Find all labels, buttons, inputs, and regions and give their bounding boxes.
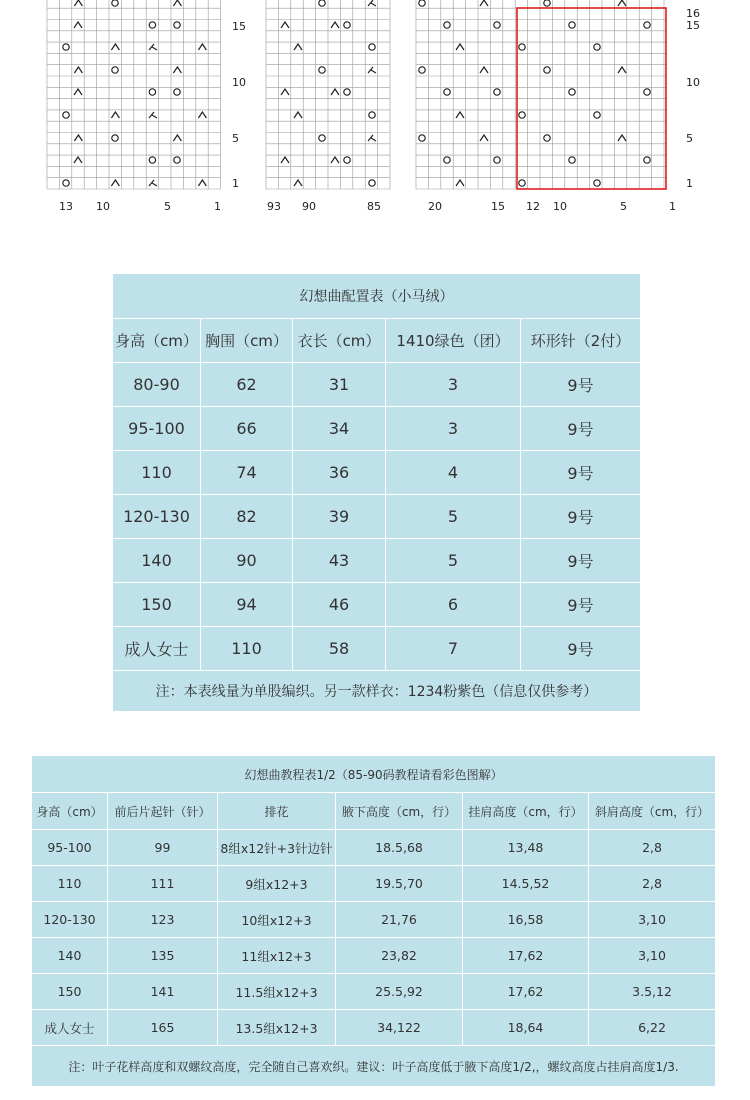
table-cell: 21,76 [336, 902, 463, 938]
chart3-row-label-15: 15 [686, 19, 700, 32]
chart3-yarn-over-symbol [444, 157, 450, 163]
tutorial-table [31, 755, 715, 1087]
table-cell: 2,8 [589, 830, 716, 866]
table-cell: 120-130 [32, 902, 108, 938]
chart1-decrease-symbol [173, 67, 181, 73]
table2-row [32, 974, 716, 1010]
table-cell: 3,10 [589, 902, 716, 938]
chart1-decrease-symbol [74, 0, 82, 6]
chart3-row-label-1: 1 [686, 177, 693, 190]
table2-header-armhole: 挂肩高度（cm，行） [463, 793, 589, 830]
table1-title: 幻想曲配置表（小马绒） [113, 274, 641, 319]
chart3-yarn-over-symbol [594, 44, 600, 50]
chart1-yarn-over-symbol [112, 0, 118, 6]
table2-header-pattern: 排花 [218, 793, 336, 830]
chart3-x-label-12: 12 [526, 200, 540, 213]
chart3-decrease-symbol [456, 112, 464, 118]
chart1-decrease-symbol [198, 180, 206, 186]
table2-note: 注：叶子花样高度和双螺纹高度，完全随自己喜欢织。建议：叶子高度低于腋下高度1/2,，螺纹高度占挂肩高度1/3. [32, 1046, 716, 1087]
table-cell: 141 [108, 974, 218, 1010]
chart1-decrease-symbol [111, 180, 119, 186]
table-cell: 110 [201, 627, 293, 671]
table-cell: 17,62 [463, 974, 589, 1010]
chart3-x-label-20: 20 [428, 200, 442, 213]
chart2-decrease-symbol [294, 112, 302, 118]
chart3-yarn-over-symbol [569, 157, 575, 163]
chart3-yarn-over-symbol [569, 89, 575, 95]
chart2-x-label-93: 93 [267, 200, 281, 213]
table1-row [113, 407, 641, 451]
table-cell: 11组x12+3 [218, 938, 336, 974]
chart3-yarn-over-symbol [594, 112, 600, 118]
chart2-yarn-over-symbol [369, 180, 375, 186]
table-cell: 82 [201, 495, 293, 539]
table-cell: 140 [113, 539, 201, 583]
table2-header-cast-on: 前后片起针（针） [108, 793, 218, 830]
table-cell: 23,82 [336, 938, 463, 974]
chart3-yarn-over-symbol [544, 0, 550, 6]
chart1-x-label-13: 13 [59, 200, 73, 213]
yarn-config-table [112, 273, 640, 712]
chart3-row-label-5: 5 [686, 132, 693, 145]
chart1-yarn-over-symbol [174, 89, 180, 95]
chart1-decrease-symbol [111, 44, 119, 50]
table-cell: 3 [386, 363, 521, 407]
table-cell: 31 [293, 363, 386, 407]
table-cell: 135 [108, 938, 218, 974]
table1-note: 注：本表线量为单股编织。另一款样衣：1234粉紫色（信息仅供参考） [113, 671, 641, 712]
chart3-row-label-16: 16 [686, 7, 700, 20]
table-cell: 34,122 [336, 1010, 463, 1046]
table-cell: 8组x12针+3针边针 [218, 830, 336, 866]
chart3-yarn-over-symbol [494, 89, 500, 95]
chart2-yarn-over-symbol [319, 0, 325, 6]
table2-header-height: 身高（cm） [32, 793, 108, 830]
chart3-yarn-over-symbol [569, 22, 575, 28]
chart1-yarn-over-symbol [63, 180, 69, 186]
chart2-decrease-symbol [294, 44, 302, 50]
table1-header-needle: 环形针（2付） [521, 319, 641, 363]
table-cell: 3,10 [589, 938, 716, 974]
chart2-yarn-over-symbol [319, 67, 325, 73]
chart3-x-label-15: 15 [491, 200, 505, 213]
table1-header-length: 衣长（cm） [293, 319, 386, 363]
table-cell: 13,48 [463, 830, 589, 866]
chart3-decrease-symbol [480, 135, 488, 141]
chart1-decrease-symbol [111, 112, 119, 118]
table-cell: 58 [293, 627, 386, 671]
chart3-yarn-over-symbol [494, 157, 500, 163]
chart3-yarn-over-symbol [644, 157, 650, 163]
table-cell: 17,62 [463, 938, 589, 974]
table-cell: 110 [32, 866, 108, 902]
chart3-decrease-symbol [456, 180, 464, 186]
chart1-decrease-symbol [74, 89, 82, 95]
table-cell: 18.5,68 [336, 830, 463, 866]
chart2-yarn-over-symbol [369, 44, 375, 50]
table2-row [32, 902, 716, 938]
chart2-decrease-symbol [331, 157, 339, 163]
chart2-decrease-symbol [281, 22, 289, 28]
table-cell: 165 [108, 1010, 218, 1046]
table-cell: 123 [108, 902, 218, 938]
table-cell: 9组x12+3 [218, 866, 336, 902]
chart3-yarn-over-symbol [544, 67, 550, 73]
table-cell: 46 [293, 583, 386, 627]
table-cell: 9号 [521, 451, 641, 495]
table2-row [32, 830, 716, 866]
chart3-yarn-over-symbol [594, 180, 600, 186]
chart3-x-label-1: 1 [669, 200, 676, 213]
chart3-yarn-over-symbol [644, 22, 650, 28]
chart2-yarn-over-symbol [344, 157, 350, 163]
table-cell: 95-100 [32, 830, 108, 866]
table-cell: 14.5,52 [463, 866, 589, 902]
chart3-yarn-over-symbol [419, 67, 425, 73]
chart3-yarn-over-symbol [519, 44, 525, 50]
table-cell: 成人女士 [113, 627, 201, 671]
table-cell: 120-130 [113, 495, 201, 539]
table-cell: 150 [32, 974, 108, 1010]
table1-header-yarn: 1410绿色（团） [386, 319, 521, 363]
chart3-decrease-symbol [456, 44, 464, 50]
table-cell: 3 [386, 407, 521, 451]
chart1-x-label-10: 10 [96, 200, 110, 213]
chart3-yarn-over-symbol [519, 180, 525, 186]
chart3-decrease-symbol [480, 0, 488, 6]
table1-row [113, 495, 641, 539]
table-cell: 36 [293, 451, 386, 495]
table-cell: 5 [386, 495, 521, 539]
chart3-decrease-symbol [618, 0, 626, 6]
chart1-decrease-symbol [149, 180, 157, 186]
chart1-yarn-over-symbol [149, 157, 155, 163]
chart2-decrease-symbol [281, 89, 289, 95]
chart1-yarn-over-symbol [174, 22, 180, 28]
table1-header-height: 身高（cm） [113, 319, 201, 363]
table-cell: 111 [108, 866, 218, 902]
knitting-charts [0, 0, 750, 225]
table-cell: 3.5,12 [589, 974, 716, 1010]
table-cell: 16,58 [463, 902, 589, 938]
table-cell: 150 [113, 583, 201, 627]
table-cell: 13.5组x12+3 [218, 1010, 336, 1046]
chart1-yarn-over-symbol [63, 44, 69, 50]
chart2-decrease-symbol [294, 180, 302, 186]
table2-header-underarm: 腋下高度（cm，行） [336, 793, 463, 830]
table1-row [113, 363, 641, 407]
chart2-x-label-85: 85 [367, 200, 381, 213]
table-cell: 94 [201, 583, 293, 627]
chart1-decrease-symbol [74, 22, 82, 28]
chart3-yarn-over-symbol [444, 89, 450, 95]
chart3-yarn-over-symbol [519, 112, 525, 118]
table-cell: 10组x12+3 [218, 902, 336, 938]
chart2-yarn-over-symbol [344, 22, 350, 28]
table-cell: 95-100 [113, 407, 201, 451]
chart3-decrease-symbol [618, 67, 626, 73]
chart1-decrease-symbol [173, 135, 181, 141]
table1-row [113, 583, 641, 627]
table-cell: 43 [293, 539, 386, 583]
table-cell: 90 [201, 539, 293, 583]
table-cell: 9号 [521, 407, 641, 451]
chart3-yarn-over-symbol [419, 0, 425, 6]
chart2-decrease-symbol [368, 135, 376, 141]
chart3-yarn-over-symbol [444, 22, 450, 28]
table1-row [113, 539, 641, 583]
chart1-row-label-15: 15 [232, 20, 246, 33]
chart2-yarn-over-symbol [369, 112, 375, 118]
chart3-yarn-over-symbol [494, 22, 500, 28]
table-cell: 74 [201, 451, 293, 495]
chart1-decrease-symbol [149, 44, 157, 50]
chart1-decrease-symbol [198, 44, 206, 50]
table2-title: 幻想曲教程表1/2（85-90码教程请看彩色图解） [32, 756, 716, 793]
chart2-decrease-symbol [331, 89, 339, 95]
table-cell: 34 [293, 407, 386, 451]
table1-row [113, 627, 641, 671]
table1-header-chest: 胸围（cm） [201, 319, 293, 363]
chart1-yarn-over-symbol [112, 67, 118, 73]
chart1-decrease-symbol [173, 0, 181, 6]
chart3-x-label-5: 5 [620, 200, 627, 213]
table-cell: 7 [386, 627, 521, 671]
chart2-decrease-symbol [331, 22, 339, 28]
table-cell: 25.5,92 [336, 974, 463, 1010]
chart3-yarn-over-symbol [644, 89, 650, 95]
chart3-yarn-over-symbol [419, 135, 425, 141]
chart1-yarn-over-symbol [149, 22, 155, 28]
chart1-yarn-over-symbol [174, 157, 180, 163]
chart1-yarn-over-symbol [149, 89, 155, 95]
chart3-yarn-over-symbol [544, 135, 550, 141]
table2-row [32, 938, 716, 974]
chart2-decrease-symbol [281, 157, 289, 163]
chart2-decrease-symbol [368, 0, 376, 6]
chart1-yarn-over-symbol [63, 112, 69, 118]
chart1-yarn-over-symbol [112, 135, 118, 141]
table-cell: 39 [293, 495, 386, 539]
chart2-x-label-90: 90 [302, 200, 316, 213]
chart2-yarn-over-symbol [344, 89, 350, 95]
table-cell: 9号 [521, 363, 641, 407]
chart1-decrease-symbol [74, 157, 82, 163]
chart1-decrease-symbol [198, 112, 206, 118]
table-cell: 5 [386, 539, 521, 583]
table-cell: 110 [113, 451, 201, 495]
table-cell: 6,22 [589, 1010, 716, 1046]
table-cell: 99 [108, 830, 218, 866]
chart3-row-label-10: 10 [686, 76, 700, 89]
chart1-row-label-5: 5 [232, 132, 239, 145]
chart1-decrease-symbol [149, 112, 157, 118]
chart1-row-label-10: 10 [232, 76, 246, 89]
chart3-decrease-symbol [480, 67, 488, 73]
chart1-x-label-5: 5 [164, 200, 171, 213]
table2-row [32, 866, 716, 902]
chart-grids [0, 0, 750, 225]
chart1-decrease-symbol [74, 135, 82, 141]
table-cell: 9号 [521, 627, 641, 671]
table1-row [113, 451, 641, 495]
chart1-x-label-1: 1 [214, 200, 221, 213]
chart2-decrease-symbol [368, 67, 376, 73]
table-cell: 9号 [521, 539, 641, 583]
table-cell: 66 [201, 407, 293, 451]
table-cell: 9号 [521, 495, 641, 539]
table-cell: 140 [32, 938, 108, 974]
table-cell: 6 [386, 583, 521, 627]
table-cell: 11.5组x12+3 [218, 974, 336, 1010]
table2-row [32, 1010, 716, 1046]
table-cell: 成人女士 [32, 1010, 108, 1046]
table-cell: 62 [201, 363, 293, 407]
table2-header-shoulder: 斜肩高度（cm，行） [589, 793, 716, 830]
chart2-yarn-over-symbol [319, 135, 325, 141]
table-cell: 19.5,70 [336, 866, 463, 902]
chart3-decrease-symbol [618, 135, 626, 141]
table-cell: 80-90 [113, 363, 201, 407]
table-cell: 2,8 [589, 866, 716, 902]
chart1-decrease-symbol [74, 67, 82, 73]
table-cell: 4 [386, 451, 521, 495]
table-cell: 18,64 [463, 1010, 589, 1046]
table-cell: 9号 [521, 583, 641, 627]
chart1-row-label-1: 1 [232, 177, 239, 190]
chart3-x-label-10: 10 [553, 200, 567, 213]
